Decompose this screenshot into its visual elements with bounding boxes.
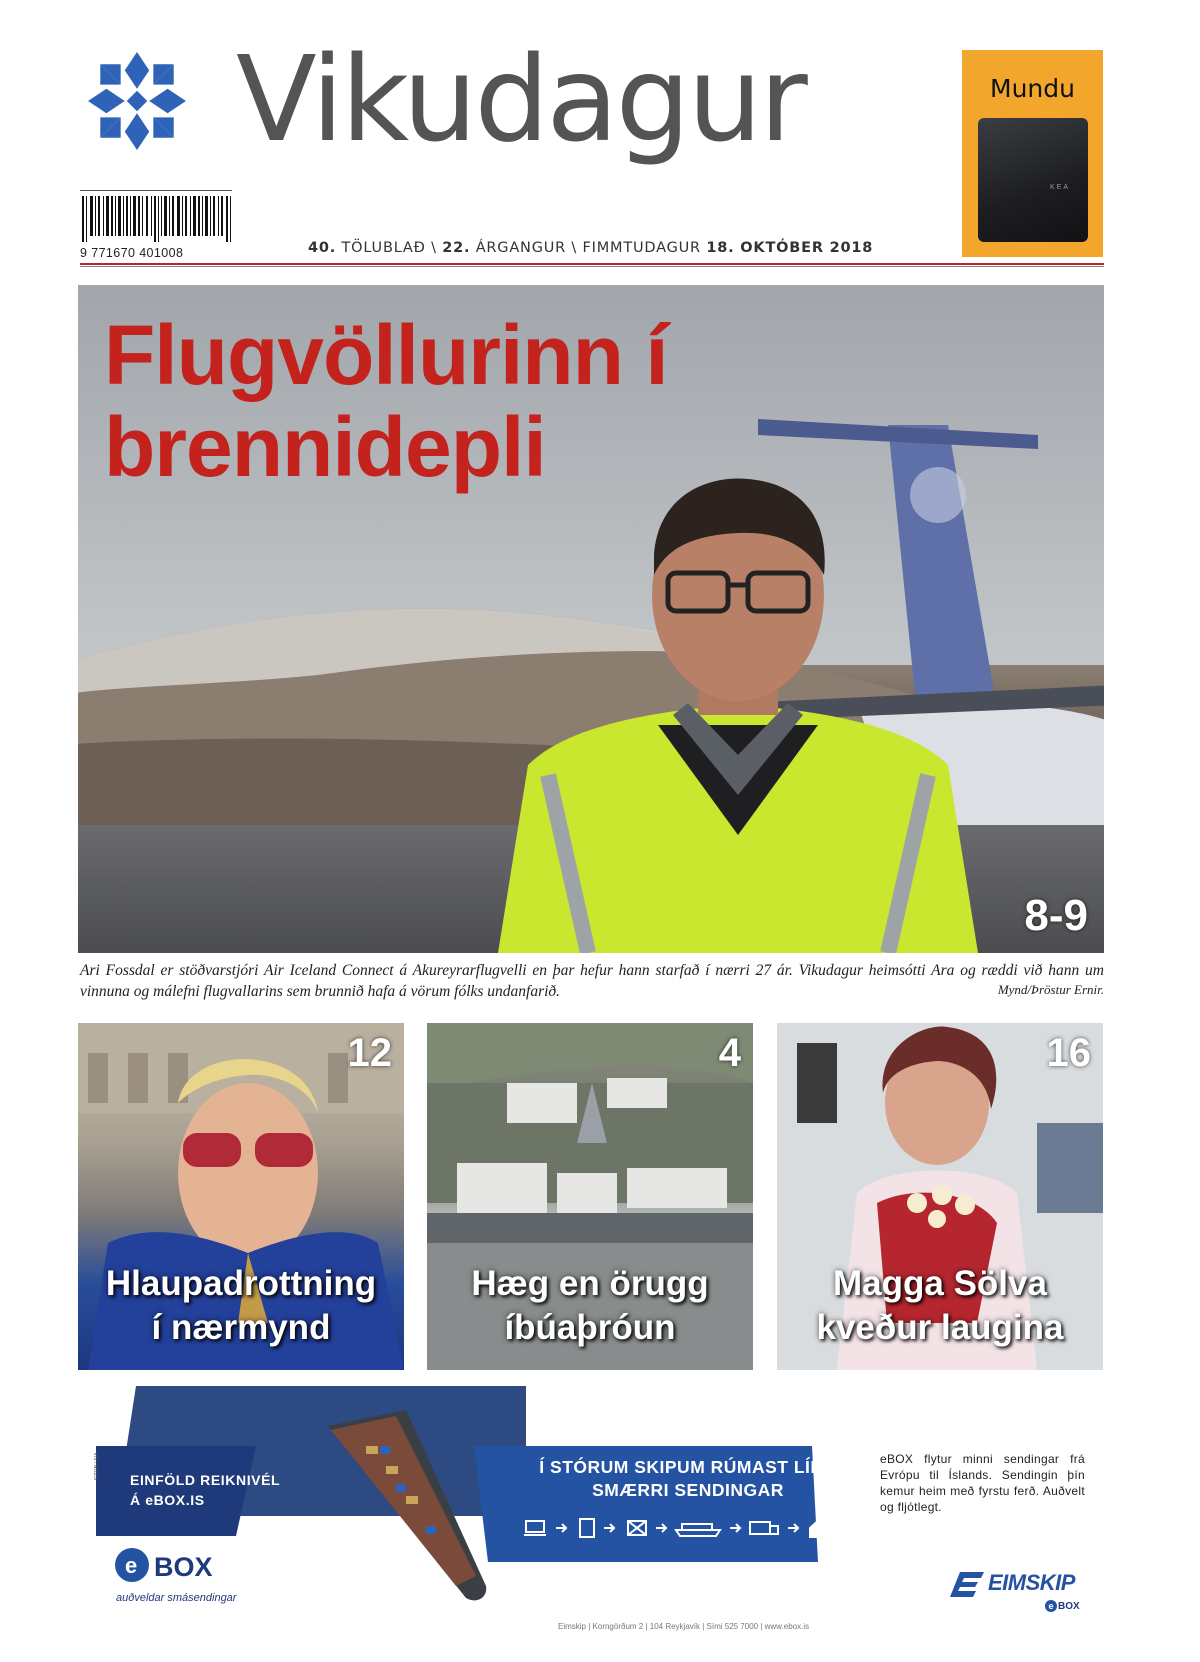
issue-number-label: TÖLUBLAÐ \ (341, 240, 437, 256)
teaser-title-line-2: kveður laugina (816, 1308, 1064, 1347)
barcode-divider (80, 190, 232, 191)
issue-number: 40. (308, 240, 337, 256)
teaser-title (427, 1262, 753, 1350)
ad-slogan-line-2: SMÆRRI SENDINGAR (592, 1480, 784, 1500)
ad-footer: Eimskip | Korngörðum 2 | 104 Reykjavík | Sími 525 7000 | www.ebox.is (558, 1622, 810, 1631)
ad-body-text: eBOX flytur minni sendingar frá Evrópu til Íslands. Sendingin þín kemur heim með fyrstu ferð. Auðvelt og fljótlegt. (880, 1452, 1085, 1514)
ebox-tagline: auðveldar smásendingar (116, 1592, 237, 1604)
hero-photo[interactable] (78, 285, 1104, 953)
teaser-title (78, 1262, 404, 1350)
teaser-title-line-1: Hæg en örugg (471, 1264, 709, 1303)
teaser-title (777, 1262, 1103, 1350)
ebox-logo-e: e (125, 1553, 138, 1578)
card-image (978, 118, 1088, 242)
process-icons (524, 1516, 864, 1540)
masthead-rule (80, 263, 1104, 265)
house-icon (810, 1519, 830, 1537)
teaser-page-ref: 16 (1046, 1031, 1091, 1075)
card-text: KEA (1049, 184, 1070, 191)
teaser-title-line-2: íbúaþróun (504, 1308, 676, 1347)
barcode-number: 9 771670 401008 (80, 246, 184, 260)
teaser-card[interactable] (78, 1023, 404, 1370)
promo-label: Mundu (990, 74, 1075, 103)
teaser-page-ref: 4 (718, 1031, 741, 1075)
teaser-title-line-1: Magga Sölva (833, 1264, 1047, 1303)
truck-icon (750, 1522, 770, 1534)
headline-line-2: brennidepli (104, 400, 546, 494)
masthead-rule-thin (80, 266, 1104, 267)
issue-date: 18. OKTÓBER 2018 (706, 240, 874, 256)
calculator-icon (580, 1519, 594, 1537)
eimskip-logo-icon[interactable] (950, 1570, 984, 1598)
headline-line-1: Flugvöllurinn í (104, 308, 668, 402)
promo-box[interactable] (962, 50, 1103, 257)
ebox-logo-box: BOX (154, 1552, 213, 1582)
photo-credit: Mynd/Þröstur Ernir. (997, 982, 1104, 997)
person-photo (458, 475, 1018, 953)
star-logo-icon (86, 50, 188, 152)
main-headline[interactable] (104, 309, 668, 493)
eimskip-ebox-text: BOX (1058, 1601, 1080, 1612)
hero-page-ref: 8-9 (1024, 891, 1088, 940)
issue-line (308, 240, 873, 256)
ad-agency-mark: KITON / SIA (94, 1452, 100, 1480)
issue-volume: 22. (442, 240, 471, 256)
ad-left-line-1: EINFÖLD REIKNIVÉL (130, 1472, 281, 1488)
ad-left-text (130, 1470, 280, 1510)
barcode-icon (82, 196, 232, 242)
ebox-logo-icon[interactable] (114, 1545, 234, 1585)
teaser-card[interactable] (427, 1023, 753, 1370)
eimskip-name: EIMSKIP (988, 1570, 1075, 1595)
teaser-card[interactable] (777, 1023, 1103, 1370)
masthead-title: Vikudagur (236, 30, 805, 168)
teaser-page-ref: 12 (347, 1031, 392, 1075)
eimskip-ebox (1045, 1600, 1080, 1612)
ad-left-line-2: Á eBOX.IS (130, 1492, 205, 1508)
laptop-icon (526, 1521, 544, 1532)
ad-slogan (508, 1456, 868, 1502)
ad-slogan-line-1: Í STÓRUM SKIPUM RÚMAST LÍKA (539, 1457, 837, 1477)
teaser-title-line-1: Hlaupadrottning (105, 1264, 377, 1303)
issue-volume-label: ÁRGANGUR \ FIMMTUDAGUR (475, 240, 701, 256)
teaser-title-line-2: í nærmynd (151, 1308, 331, 1347)
ebox-small-icon: e (1045, 1600, 1057, 1612)
hero-caption: Ari Fossdal er stöðvarstjóri Air Iceland Connect á Akureyrarflugvelli en þar hefur hann starfað í nærri 27 ár. Vikudagur heimsótti Ara og ræddi við hann um vinnuna og málefni flugvallarins sem brunnið hafa á vörum fólks undanfarið. (80, 962, 1104, 1000)
